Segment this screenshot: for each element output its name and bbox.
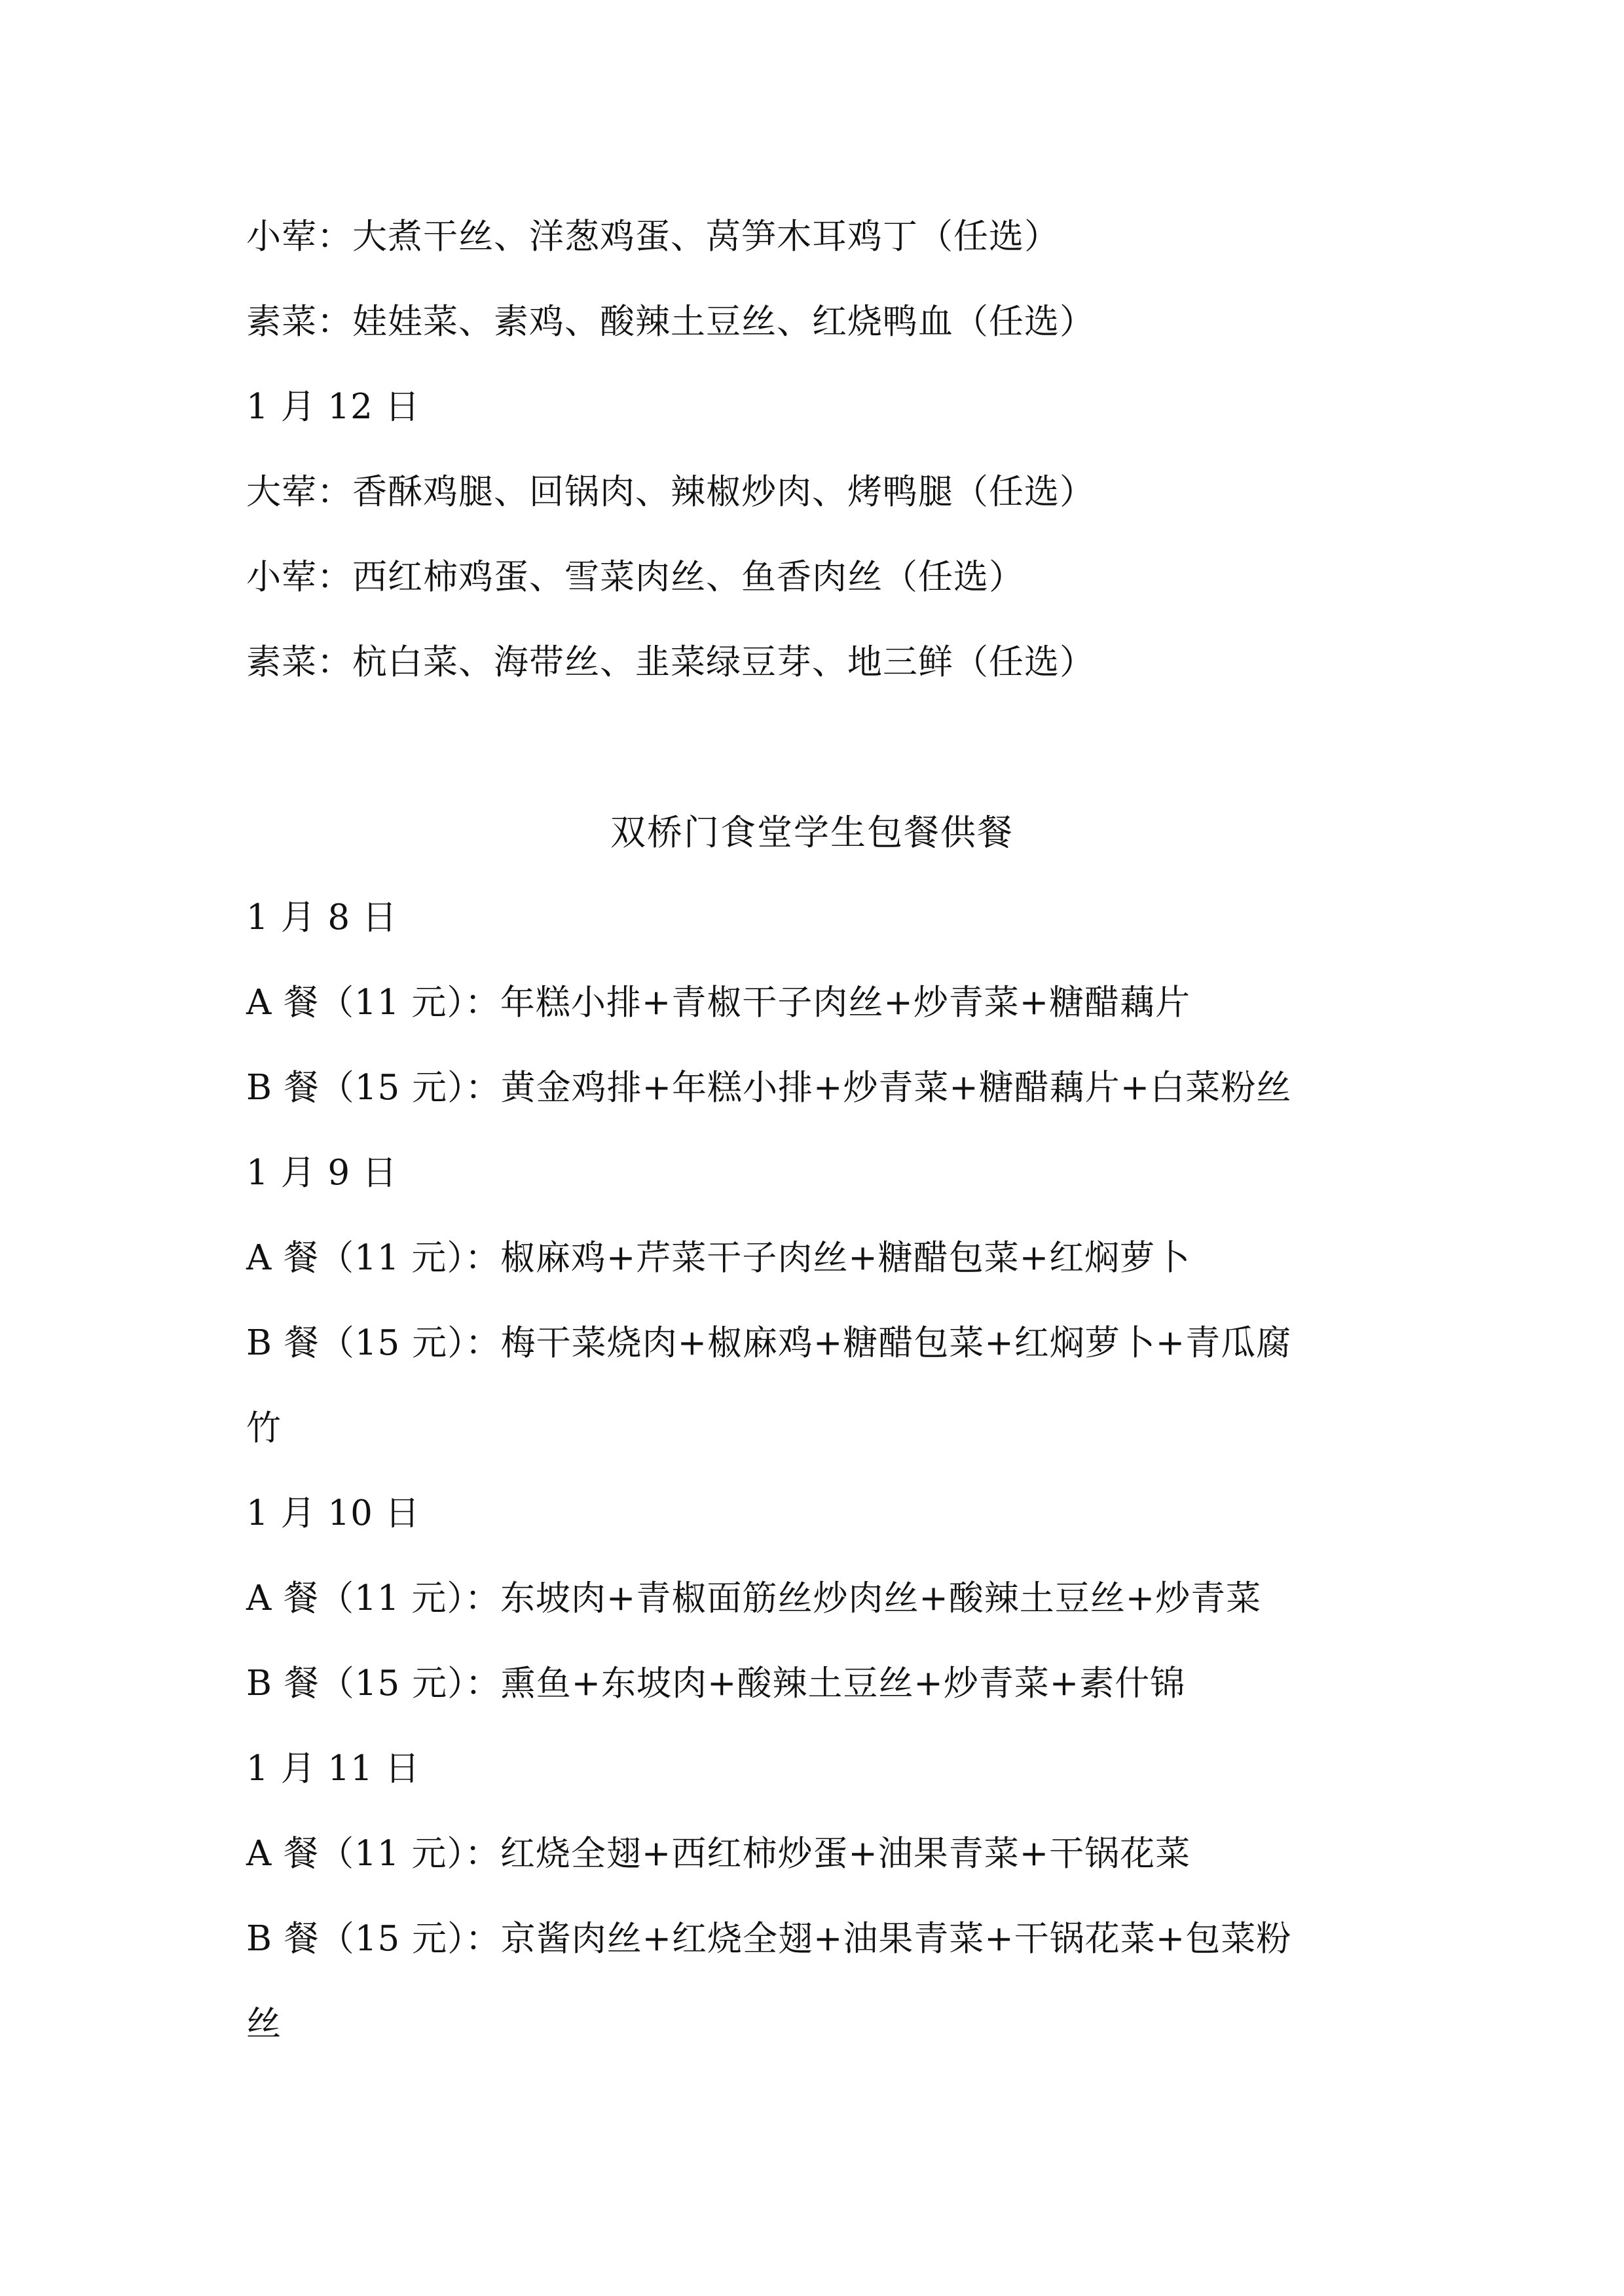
date-heading: 1 月 8 日 [246,898,397,938]
meal-a-line: A 餐（11 元）：椒麻鸡+芹菜干子肉丝+糖醋包菜+红焖萝卜 [246,1238,1191,1278]
date-heading: 1 月 10 日 [246,1493,420,1533]
menu-line-sucai: 素菜：娃娃菜、素鸡、酸辣土豆丝、红烧鸭血（任选） [246,302,1095,342]
meal-b-line: B 餐（15 元）：京酱肉丝+红烧全翅+油果青菜+干锅花菜+包菜粉 [246,1919,1292,1959]
meal-b-line: B 餐（15 元）：黄金鸡排+年糕小排+炒青菜+糖醋藕片+白菜粉丝 [246,1068,1292,1108]
date-heading: 1 月 12 日 [246,387,420,427]
menu-line-xiaohun: 小荤：大煮干丝、洋葱鸡蛋、莴笋木耳鸡丁（任选） [246,217,1060,257]
meal-b-line-continuation: 竹 [246,1408,282,1448]
meal-a-line: A 餐（11 元）：年糕小排+青椒干子肉丝+炒青菜+糖醋藕片 [246,983,1191,1023]
date-heading: 1 月 9 日 [246,1153,397,1193]
menu-line-sucai: 素菜：杭白菜、海带丝、韭菜绿豆芽、地三鲜（任选） [246,642,1095,682]
menu-line-xiaohun: 小荤：西红柿鸡蛋、雪菜肉丝、鱼香肉丝（任选） [246,557,1024,597]
meal-b-line-continuation: 丝 [246,2004,282,2044]
section-title: 双桥门食堂学生包餐供餐 [610,812,1014,853]
meal-b-line: B 餐（15 元）：梅干菜烧肉+椒麻鸡+糖醋包菜+红焖萝卜+青瓜腐 [246,1323,1292,1363]
meal-a-line: A 餐（11 元）：红烧全翅+西红柿炒蛋+油果青菜+干锅花菜 [246,1834,1191,1874]
date-heading: 1 月 11 日 [246,1749,420,1789]
menu-line-dahun: 大荤：香酥鸡腿、回锅肉、辣椒炒肉、烤鸭腿（任选） [246,472,1095,512]
meal-a-line: A 餐（11 元）：东坡肉+青椒面筋丝炒肉丝+酸辣土豆丝+炒青菜 [246,1578,1262,1618]
meal-b-line: B 餐（15 元）：熏鱼+东坡肉+酸辣土豆丝+炒青菜+素什锦 [246,1664,1186,1704]
